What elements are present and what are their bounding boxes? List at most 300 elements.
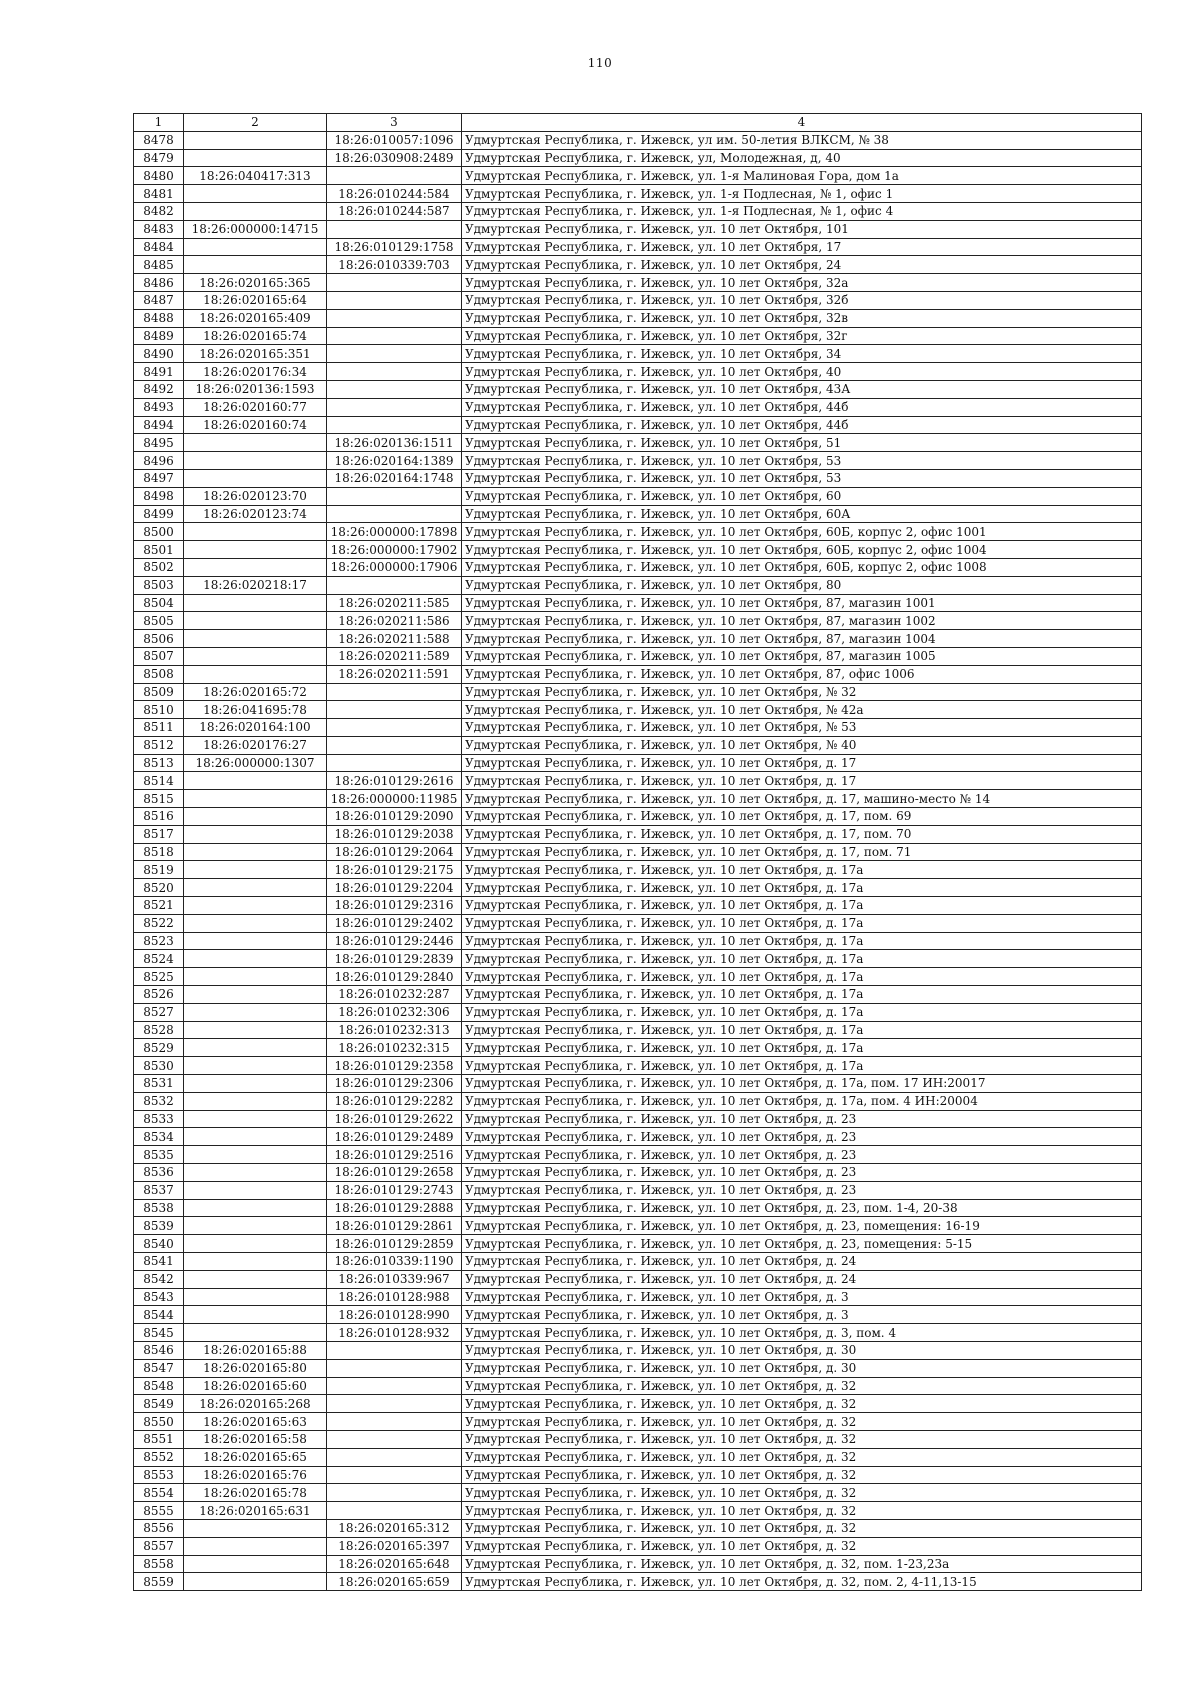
row-number: 8502 (134, 558, 184, 576)
cadastral-number-b: 18:26:010339:967 (327, 1270, 462, 1288)
cadastral-number-b: 18:26:020211:588 (327, 630, 462, 648)
header-col-1: 1 (134, 114, 184, 132)
row-number: 8528 (134, 1021, 184, 1039)
header-col-4: 4 (462, 114, 1142, 132)
row-number: 8479 (134, 149, 184, 167)
table-row (134, 1164, 1142, 1182)
address: Удмуртская Республика, г. Ижевск, ул. 10 лет Октября, д. 23 (462, 1181, 1142, 1199)
table-row (134, 541, 1142, 559)
table-row (134, 897, 1142, 915)
row-number: 8554 (134, 1484, 184, 1502)
cadastral-number-b: 18:26:010129:2622 (327, 1110, 462, 1128)
cadastral-number-a: 18:26:020136:1593 (184, 380, 327, 398)
row-number: 8511 (134, 719, 184, 737)
row-number: 8555 (134, 1502, 184, 1520)
row-number: 8498 (134, 487, 184, 505)
row-number: 8535 (134, 1146, 184, 1164)
address: Удмуртская Республика, г. Ижевск, ул. 10 лет Октября, д. 32 (462, 1519, 1142, 1537)
row-number: 8545 (134, 1324, 184, 1342)
address: Удмуртская Республика, г. Ижевск, ул. 10 лет Октября, 87, магазин 1002 (462, 612, 1142, 630)
row-number: 8500 (134, 523, 184, 541)
row-number: 8558 (134, 1555, 184, 1573)
table-row (134, 363, 1142, 381)
table-row (134, 380, 1142, 398)
cadastral-number-a: 18:26:020164:100 (184, 719, 327, 737)
cadastral-number-b (327, 1377, 462, 1395)
table-row (134, 1306, 1142, 1324)
address: Удмуртская Республика, г. Ижевск, ул. 10 лет Октября, 87, офис 1006 (462, 665, 1142, 683)
row-number: 8541 (134, 1253, 184, 1271)
cadastral-number-b (327, 1413, 462, 1431)
table-row (134, 1502, 1142, 1520)
row-number: 8547 (134, 1359, 184, 1377)
address: Удмуртская Республика, г. Ижевск, ул. 10 лет Октября, д. 17а (462, 897, 1142, 915)
address: Удмуртская Республика, г. Ижевск, ул. 10 лет Октября, д. 17а (462, 1021, 1142, 1039)
address: Удмуртская Республика, г. Ижевск, ул. 10 лет Октября, д. 17а (462, 1039, 1142, 1057)
address: Удмуртская Республика, г. Ижевск, ул. 10 лет Октября, 87, магазин 1001 (462, 594, 1142, 612)
row-number: 8483 (134, 220, 184, 238)
cadastral-number-a: 18:26:020165:60 (184, 1377, 327, 1395)
table-row (134, 416, 1142, 434)
row-number: 8539 (134, 1217, 184, 1235)
row-number: 8544 (134, 1306, 184, 1324)
table-row (134, 665, 1142, 683)
address: Удмуртская Республика, г. Ижевск, ул. 10 лет Октября, д. 17а, пом. 4 ИН:20004 (462, 1092, 1142, 1110)
cadastral-number-a: 18:26:020165:268 (184, 1395, 327, 1413)
table-row (134, 452, 1142, 470)
cadastral-number-b: 18:26:000000:17906 (327, 558, 462, 576)
cadastral-number-b (327, 701, 462, 719)
table-row (134, 683, 1142, 701)
cadastral-number-a (184, 1039, 327, 1057)
cadastral-number-a (184, 861, 327, 879)
address: Удмуртская Республика, г. Ижевск, ул. 10 лет Октября, 40 (462, 363, 1142, 381)
cadastral-number-b: 18:26:010129:2064 (327, 843, 462, 861)
cadastral-number-a: 18:26:020160:74 (184, 416, 327, 434)
address: Удмуртская Республика, г. Ижевск, ул. 10 лет Октября, д. 32 (462, 1537, 1142, 1555)
row-number: 8478 (134, 131, 184, 149)
row-number: 8557 (134, 1537, 184, 1555)
cadastral-number-a (184, 843, 327, 861)
cadastral-number-a: 18:26:020165:409 (184, 309, 327, 327)
cadastral-number-a (184, 1288, 327, 1306)
table-row (134, 469, 1142, 487)
cadastral-number-a (184, 256, 327, 274)
cadastral-number-a: 18:26:041695:78 (184, 701, 327, 719)
cadastral-number-a: 18:26:020165:78 (184, 1484, 327, 1502)
table-row (134, 327, 1142, 345)
row-number: 8504 (134, 594, 184, 612)
table-row (134, 434, 1142, 452)
cadastral-number-a: 18:26:020218:17 (184, 576, 327, 594)
table-row (134, 220, 1142, 238)
row-number: 8514 (134, 772, 184, 790)
table-row (134, 398, 1142, 416)
table-row (134, 256, 1142, 274)
row-number: 8524 (134, 950, 184, 968)
row-number: 8507 (134, 647, 184, 665)
cadastral-number-a: 18:26:020165:58 (184, 1430, 327, 1448)
cadastral-number-a (184, 630, 327, 648)
cadastral-number-b (327, 1502, 462, 1520)
cadastral-number-b: 18:26:020164:1389 (327, 452, 462, 470)
address: Удмуртская Республика, г. Ижевск, ул. 10 лет Октября, 17 (462, 238, 1142, 256)
cadastral-number-b (327, 167, 462, 185)
header-col-3: 3 (327, 114, 462, 132)
address: Удмуртская Республика, г. Ижевск, ул. 10 лет Октября, д. 17а (462, 1057, 1142, 1075)
address: Удмуртская Республика, г. Ижевск, ул. 10 лет Октября, д. 32, пом. 2, 4-11,13-15 (462, 1573, 1142, 1591)
cadastral-number-b: 18:26:010129:2038 (327, 825, 462, 843)
address: Удмуртская Республика, г. Ижевск, ул. 10 лет Октября, № 32 (462, 683, 1142, 701)
cadastral-number-a (184, 1003, 327, 1021)
address: Удмуртская Республика, г. Ижевск, ул. 10 лет Октября, 44б (462, 416, 1142, 434)
cadastral-number-b: 18:26:020165:648 (327, 1555, 462, 1573)
address: Удмуртская Республика, г. Ижевск, ул. 10 лет Октября, № 42а (462, 701, 1142, 719)
cadastral-number-a (184, 612, 327, 630)
row-number: 8525 (134, 968, 184, 986)
row-number: 8546 (134, 1341, 184, 1359)
cadastral-number-b: 18:26:010339:1190 (327, 1253, 462, 1271)
address: Удмуртская Республика, г. Ижевск, ул. 10 лет Октября, д. 3, пом. 4 (462, 1324, 1142, 1342)
table-row (134, 914, 1142, 932)
cadastral-number-a (184, 1519, 327, 1537)
row-number: 8512 (134, 736, 184, 754)
address: Удмуртская Республика, г. Ижевск, ул. 10 лет Октября, д. 17а (462, 861, 1142, 879)
cadastral-number-a (184, 469, 327, 487)
cadastral-number-b: 18:26:020211:591 (327, 665, 462, 683)
cadastral-number-b (327, 487, 462, 505)
table-row (134, 523, 1142, 541)
table-row (134, 1377, 1142, 1395)
table-row (134, 1466, 1142, 1484)
table-row (134, 149, 1142, 167)
address: Удмуртская Республика, г. Ижевск, ул. 10 лет Октября, д. 17а (462, 950, 1142, 968)
cadastral-number-b: 18:26:010129:2840 (327, 968, 462, 986)
cadastral-number-a (184, 1057, 327, 1075)
row-number: 8491 (134, 363, 184, 381)
table-row (134, 1555, 1142, 1573)
table-row (134, 1128, 1142, 1146)
cadastral-number-a (184, 1092, 327, 1110)
row-number: 8553 (134, 1466, 184, 1484)
cadastral-number-a (184, 790, 327, 808)
cadastral-number-b (327, 576, 462, 594)
address: Удмуртская Республика, г. Ижевск, ул. 10 лет Октября, д. 32 (462, 1466, 1142, 1484)
cadastral-number-b: 18:26:010129:2859 (327, 1235, 462, 1253)
address: Удмуртская Республика, г. Ижевск, ул. 10 лет Октября, 32б (462, 291, 1142, 309)
table-row (134, 576, 1142, 594)
cadastral-number-a (184, 238, 327, 256)
row-number: 8532 (134, 1092, 184, 1110)
table-row (134, 291, 1142, 309)
cadastral-number-a (184, 1181, 327, 1199)
cadastral-number-b (327, 1395, 462, 1413)
cadastral-number-a (184, 968, 327, 986)
address: Удмуртская Республика, г. Ижевск, ул. 10 лет Октября, 51 (462, 434, 1142, 452)
table-row (134, 1021, 1142, 1039)
cadastral-number-b: 18:26:020211:585 (327, 594, 462, 612)
cadastral-number-a (184, 523, 327, 541)
table-row (134, 790, 1142, 808)
address: Удмуртская Республика, г. Ижевск, ул. 10 лет Октября, д. 30 (462, 1359, 1142, 1377)
cadastral-number-a (184, 665, 327, 683)
row-number: 8521 (134, 897, 184, 915)
row-number: 8489 (134, 327, 184, 345)
row-number: 8534 (134, 1128, 184, 1146)
cadastral-number-a (184, 1199, 327, 1217)
address: Удмуртская Республика, г. Ижевск, ул. 10 лет Октября, д. 24 (462, 1253, 1142, 1271)
cadastral-number-a (184, 202, 327, 220)
cadastral-number-b (327, 274, 462, 292)
address: Удмуртская Республика, г. Ижевск, ул им. 50-летия ВЛКСМ, № 38 (462, 131, 1142, 149)
cadastral-number-b (327, 754, 462, 772)
address: Удмуртская Республика, г. Ижевск, ул. 10 лет Октября, д. 32 (462, 1430, 1142, 1448)
register-table (133, 113, 1142, 1591)
cadastral-number-b (327, 505, 462, 523)
cadastral-number-a (184, 808, 327, 826)
cadastral-number-a (184, 914, 327, 932)
cadastral-number-a (184, 1110, 327, 1128)
cadastral-number-a (184, 594, 327, 612)
cadastral-number-b: 18:26:020211:586 (327, 612, 462, 630)
cadastral-number-a (184, 825, 327, 843)
address: Удмуртская Республика, г. Ижевск, ул. 10 лет Октября, д. 32 (462, 1395, 1142, 1413)
table-row (134, 719, 1142, 737)
table-row (134, 1057, 1142, 1075)
cadastral-number-b: 18:26:010129:1758 (327, 238, 462, 256)
cadastral-number-b: 18:26:010232:315 (327, 1039, 462, 1057)
row-number: 8495 (134, 434, 184, 452)
address: Удмуртская Республика, г. Ижевск, ул. 1-я Малиновая Гора, дом 1а (462, 167, 1142, 185)
cadastral-number-b: 18:26:020165:397 (327, 1537, 462, 1555)
cadastral-number-a: 18:26:000000:1307 (184, 754, 327, 772)
row-number: 8520 (134, 879, 184, 897)
table-row (134, 202, 1142, 220)
cadastral-number-a: 18:26:020165:76 (184, 1466, 327, 1484)
address: Удмуртская Республика, г. Ижевск, ул. 10 лет Октября, д. 17 (462, 772, 1142, 790)
cadastral-number-b: 18:26:010129:2489 (327, 1128, 462, 1146)
table-row (134, 843, 1142, 861)
address: Удмуртская Республика, г. Ижевск, ул. 10 лет Октября, д. 17, пом. 71 (462, 843, 1142, 861)
cadastral-number-a (184, 1270, 327, 1288)
address: Удмуртская Республика, г. Ижевск, ул. 10 лет Октября, д. 23 (462, 1110, 1142, 1128)
address: Удмуртская Республика, г. Ижевск, ул. 10 лет Октября, 53 (462, 469, 1142, 487)
cadastral-number-b (327, 1466, 462, 1484)
address: Удмуртская Республика, г. Ижевск, ул. 10 лет Октября, д. 17а (462, 986, 1142, 1004)
address: Удмуртская Республика, г. Ижевск, ул. 10 лет Октября, д. 3 (462, 1306, 1142, 1324)
cadastral-number-a (184, 434, 327, 452)
cadastral-number-b: 18:26:010129:2516 (327, 1146, 462, 1164)
table-row (134, 932, 1142, 950)
address: Удмуртская Республика, г. Ижевск, ул. 10 лет Октября, № 40 (462, 736, 1142, 754)
cadastral-number-a (184, 131, 327, 149)
address: Удмуртская Республика, г. Ижевск, ул. 10 лет Октября, д. 30 (462, 1341, 1142, 1359)
cadastral-number-a: 18:26:020165:365 (184, 274, 327, 292)
table-row (134, 1075, 1142, 1093)
address: Удмуртская Республика, г. Ижевск, ул. 10 лет Октября, д. 32 (462, 1377, 1142, 1395)
cadastral-number-a (184, 541, 327, 559)
header-col-2: 2 (184, 114, 327, 132)
cadastral-number-b: 18:26:010129:2888 (327, 1199, 462, 1217)
cadastral-number-b (327, 736, 462, 754)
table-row (134, 736, 1142, 754)
table-row (134, 630, 1142, 648)
table-row (134, 825, 1142, 843)
row-number: 8487 (134, 291, 184, 309)
row-number: 8530 (134, 1057, 184, 1075)
cadastral-number-b (327, 363, 462, 381)
cadastral-number-b: 18:26:010129:2175 (327, 861, 462, 879)
address: Удмуртская Республика, г. Ижевск, ул. 10 лет Октября, д. 17а (462, 968, 1142, 986)
table-row (134, 167, 1142, 185)
cadastral-number-b: 18:26:020211:589 (327, 647, 462, 665)
address: Удмуртская Республика, г. Ижевск, ул. 10 лет Октября, д. 17, пом. 70 (462, 825, 1142, 843)
address: Удмуртская Республика, г. Ижевск, ул. 1-я Подлесная, № 1, офис 4 (462, 202, 1142, 220)
row-number: 8537 (134, 1181, 184, 1199)
address: Удмуртская Республика, г. Ижевск, ул. 10 лет Октября, д. 17 (462, 754, 1142, 772)
cadastral-number-a (184, 950, 327, 968)
cadastral-number-b: 18:26:010128:990 (327, 1306, 462, 1324)
cadastral-number-a: 18:26:020165:351 (184, 345, 327, 363)
table-row (134, 1270, 1142, 1288)
table-row (134, 1199, 1142, 1217)
address: Удмуртская Республика, г. Ижевск, ул. 10 лет Октября, д. 23, пом. 1-4, 20-38 (462, 1199, 1142, 1217)
table-row (134, 754, 1142, 772)
table-row (134, 1573, 1142, 1591)
cadastral-number-a: 18:26:020123:70 (184, 487, 327, 505)
address: Удмуртская Республика, г. Ижевск, ул. 10 лет Октября, 87, магазин 1004 (462, 630, 1142, 648)
cadastral-number-b: 18:26:010129:2306 (327, 1075, 462, 1093)
row-number: 8522 (134, 914, 184, 932)
address: Удмуртская Республика, г. Ижевск, ул, Молодежная, д, 40 (462, 149, 1142, 167)
cadastral-number-a: 18:26:020165:74 (184, 327, 327, 345)
address: Удмуртская Республика, г. Ижевск, ул. 10 лет Октября, д. 32 (462, 1413, 1142, 1431)
cadastral-number-a: 18:26:020165:63 (184, 1413, 327, 1431)
cadastral-number-b: 18:26:010129:2743 (327, 1181, 462, 1199)
row-number: 8485 (134, 256, 184, 274)
cadastral-number-b: 18:26:000000:17902 (327, 541, 462, 559)
cadastral-number-a (184, 897, 327, 915)
cadastral-number-b: 18:26:010128:932 (327, 1324, 462, 1342)
cadastral-number-a (184, 1021, 327, 1039)
cadastral-number-a: 18:26:020176:34 (184, 363, 327, 381)
cadastral-number-b: 18:26:010129:2446 (327, 932, 462, 950)
cadastral-number-b (327, 719, 462, 737)
row-number: 8501 (134, 541, 184, 559)
row-number: 8516 (134, 808, 184, 826)
cadastral-number-b: 18:26:010244:587 (327, 202, 462, 220)
cadastral-number-b: 18:26:010129:2282 (327, 1092, 462, 1110)
table-row (134, 986, 1142, 1004)
cadastral-number-b (327, 1448, 462, 1466)
cadastral-number-a: 18:26:020176:27 (184, 736, 327, 754)
cadastral-number-b: 18:26:010129:2358 (327, 1057, 462, 1075)
cadastral-number-a (184, 558, 327, 576)
cadastral-number-b: 18:26:010129:2090 (327, 808, 462, 826)
table-row (134, 1253, 1142, 1271)
cadastral-number-a (184, 1306, 327, 1324)
address: Удмуртская Республика, г. Ижевск, ул. 10 лет Октября, д. 23, помещения: 5-15 (462, 1235, 1142, 1253)
table-row (134, 345, 1142, 363)
cadastral-number-b: 18:26:010232:306 (327, 1003, 462, 1021)
cadastral-number-b (327, 683, 462, 701)
row-number: 8517 (134, 825, 184, 843)
table-row (134, 1484, 1142, 1502)
cadastral-number-b: 18:26:020165:659 (327, 1573, 462, 1591)
cadastral-number-a (184, 986, 327, 1004)
header-row (134, 114, 1142, 132)
cadastral-number-a: 18:26:020160:77 (184, 398, 327, 416)
address: Удмуртская Республика, г. Ижевск, ул. 10 лет Октября, д. 23 (462, 1128, 1142, 1146)
cadastral-number-b: 18:26:010339:703 (327, 256, 462, 274)
address: Удмуртская Республика, г. Ижевск, ул. 10 лет Октября, 43А (462, 380, 1142, 398)
table-row (134, 1413, 1142, 1431)
cadastral-number-b: 18:26:010232:313 (327, 1021, 462, 1039)
cadastral-number-a: 18:26:020165:72 (184, 683, 327, 701)
cadastral-number-a (184, 1235, 327, 1253)
address: Удмуртская Республика, г. Ижевск, ул. 10 лет Октября, 60Б, корпус 2, офис 1004 (462, 541, 1142, 559)
address: Удмуртская Республика, г. Ижевск, ул. 10 лет Октября, 60 (462, 487, 1142, 505)
address: Удмуртская Республика, г. Ижевск, ул. 10 лет Октября, № 53 (462, 719, 1142, 737)
row-number: 8548 (134, 1377, 184, 1395)
row-number: 8529 (134, 1039, 184, 1057)
table-row (134, 558, 1142, 576)
table-row (134, 612, 1142, 630)
address: Удмуртская Республика, г. Ижевск, ул. 10 лет Октября, 101 (462, 220, 1142, 238)
row-number: 8542 (134, 1270, 184, 1288)
address: Удмуртская Республика, г. Ижевск, ул. 10 лет Октября, д. 32 (462, 1484, 1142, 1502)
cadastral-number-b (327, 416, 462, 434)
cadastral-number-b: 18:26:010129:2658 (327, 1164, 462, 1182)
row-number: 8523 (134, 932, 184, 950)
table-row (134, 1003, 1142, 1021)
page-number: 110 (587, 56, 613, 70)
address: Удмуртская Республика, г. Ижевск, ул. 1-я Подлесная, № 1, офис 1 (462, 185, 1142, 203)
row-number: 8510 (134, 701, 184, 719)
cadastral-number-a (184, 1324, 327, 1342)
row-number: 8494 (134, 416, 184, 434)
cadastral-number-a (184, 185, 327, 203)
table-row (134, 772, 1142, 790)
address: Удмуртская Республика, г. Ижевск, ул. 10 лет Октября, д. 17, пом. 69 (462, 808, 1142, 826)
cadastral-number-a: 18:26:000000:14715 (184, 220, 327, 238)
address: Удмуртская Республика, г. Ижевск, ул. 10 лет Октября, 32в (462, 309, 1142, 327)
address: Удмуртская Республика, г. Ижевск, ул. 10 лет Октября, д. 17а (462, 914, 1142, 932)
address: Удмуртская Республика, г. Ижевск, ул. 10 лет Октября, 80 (462, 576, 1142, 594)
cadastral-number-b (327, 1341, 462, 1359)
table-row (134, 1039, 1142, 1057)
cadastral-number-b: 18:26:000000:17898 (327, 523, 462, 541)
cadastral-number-b (327, 309, 462, 327)
table-row (134, 1146, 1142, 1164)
row-number: 8543 (134, 1288, 184, 1306)
row-number: 8493 (134, 398, 184, 416)
cadastral-number-a: 18:26:020165:631 (184, 1502, 327, 1520)
table-row (134, 1430, 1142, 1448)
cadastral-number-a: 18:26:020123:74 (184, 505, 327, 523)
row-number: 8506 (134, 630, 184, 648)
row-number: 8559 (134, 1573, 184, 1591)
table-row (134, 238, 1142, 256)
table-row (134, 274, 1142, 292)
row-number: 8527 (134, 1003, 184, 1021)
row-number: 8515 (134, 790, 184, 808)
table-header (134, 114, 1142, 132)
table-row (134, 309, 1142, 327)
cadastral-number-a (184, 1164, 327, 1182)
table-row (134, 701, 1142, 719)
table-row (134, 968, 1142, 986)
